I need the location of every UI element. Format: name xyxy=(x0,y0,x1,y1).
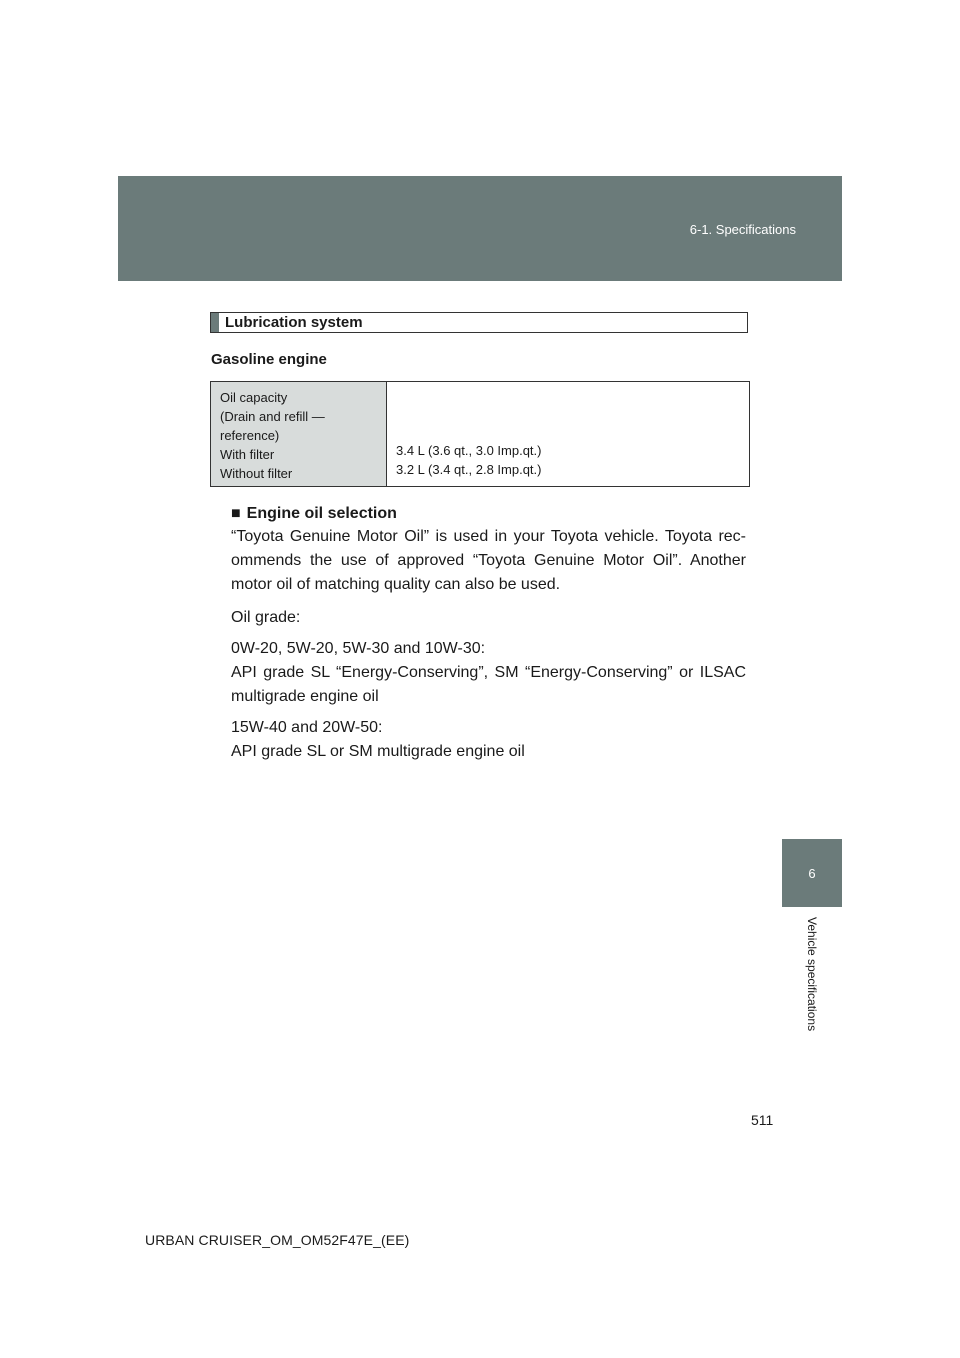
oil-grade-1-range: 0W-20, 5W-20, 5W-30 and 10W-30: xyxy=(231,640,486,657)
heading-marker xyxy=(211,313,219,332)
table-value-line: 3.2 L (3.4 qt., 2.8 Imp.qt.) xyxy=(396,462,542,477)
oil-grade-2-range: 15W-40 and 20W-50: xyxy=(231,719,383,736)
oil-grade-1-spec: API grade SL “Energy-Conserving”, SM “Energy-Conserving” or ILSAC multigrade engine oil xyxy=(231,664,746,705)
table-label-line: (Drain and refill — xyxy=(220,409,325,424)
oil-capacity-table xyxy=(210,381,750,487)
oil-grade-2-spec: API grade SL or SM multigrade engine oil xyxy=(231,743,525,760)
chapter-tab-label-area xyxy=(782,907,842,1057)
oil-selection-title xyxy=(231,502,746,526)
section-heading-label: Lubrication system xyxy=(225,314,363,331)
engine-subheading: Gasoline engine xyxy=(211,351,327,368)
page-number: 511 xyxy=(751,1112,774,1128)
table-label-cell xyxy=(211,382,387,486)
chapter-header-band xyxy=(118,176,842,281)
square-bullet-icon: ■ xyxy=(231,505,241,522)
chapter-tab-number: 6 xyxy=(782,839,842,907)
table-label-line: Oil capacity xyxy=(220,390,288,405)
chapter-section-title: 6-1. Specifications xyxy=(689,222,796,237)
document-footer: URBAN CRUISER_OM_OM52F47E_(EE) xyxy=(145,1232,410,1248)
oil-grade-label: Oil grade: xyxy=(231,609,301,626)
table-label-line: With filter xyxy=(220,447,275,462)
chapter-tab-label: Vehicle specifications xyxy=(805,917,819,1032)
table-label-line: Without filter xyxy=(220,466,293,481)
table-label-line: reference) xyxy=(220,428,280,443)
oil-selection-heading: Engine oil selection xyxy=(246,505,397,522)
table-value-cell xyxy=(387,382,749,486)
oil-selection-paragraph: “Toyota Genuine Motor Oil” is used in your Toyota vehicle. Toyota rec-ommends the use of approved “Toyota Genuine Motor Oil”. Another motor oil of matching quality can also be used. xyxy=(231,528,746,593)
table-value-line: 3.4 L (3.6 qt., 3.0 Imp.qt.) xyxy=(396,443,542,458)
section-heading xyxy=(210,312,748,333)
